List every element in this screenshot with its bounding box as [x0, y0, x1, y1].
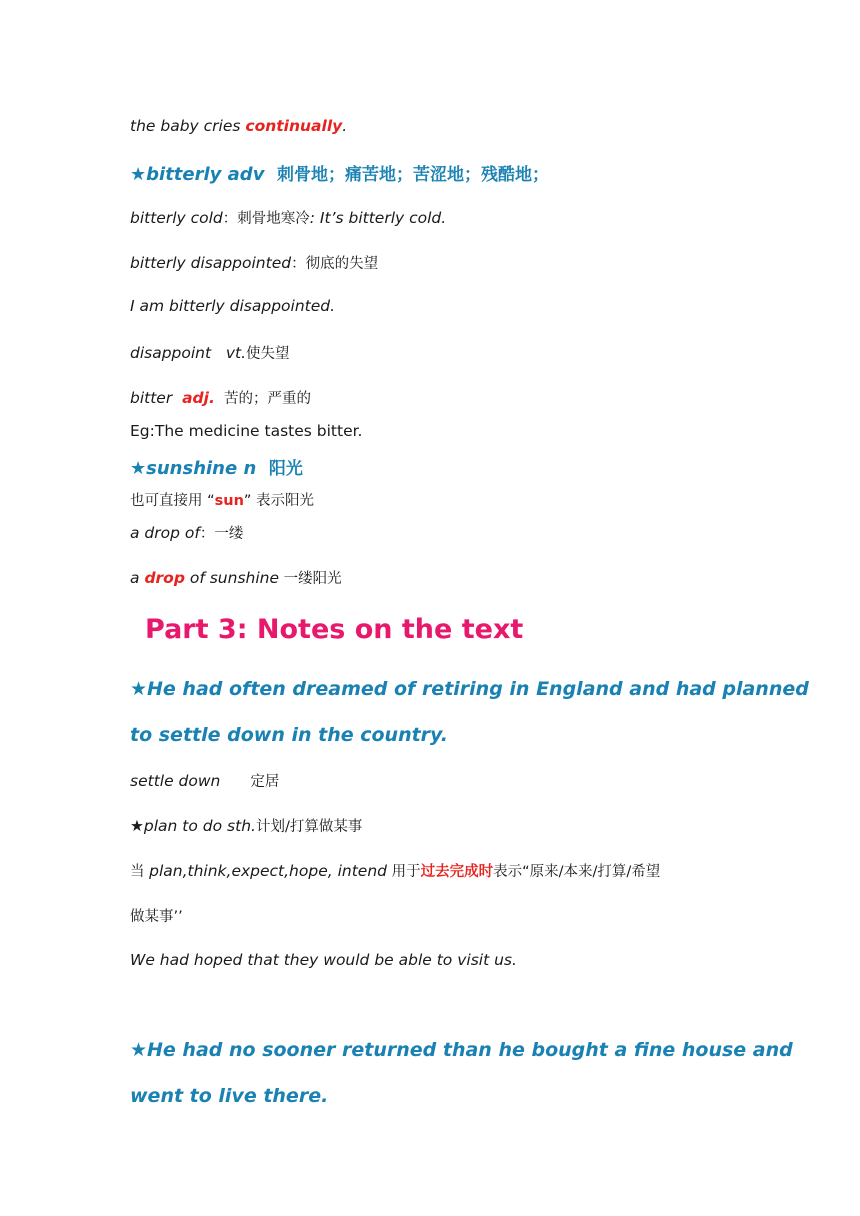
star-icon: ★: [130, 817, 144, 835]
highlight-word: drop: [144, 569, 185, 587]
key-sentence-1-line2: to settle down in the country.: [130, 724, 448, 746]
part-of-speech: adj.: [182, 389, 215, 407]
word-cn: 苦的；严重的: [214, 391, 312, 407]
phrase-cn: 定居: [250, 774, 280, 790]
highlight-tense: 过去完成时: [420, 864, 494, 880]
phrase-example: : It’s bitterly cold.: [309, 209, 447, 227]
phrase-en-rest: of sunshine: [184, 569, 280, 587]
sentence-end: .: [342, 117, 348, 135]
example-sentence-continually: [130, 117, 347, 135]
sentence-text: I am bitterly disappointed.: [130, 297, 336, 315]
example-disappointed: [130, 297, 335, 315]
sentence-text: the baby cries: [130, 117, 246, 135]
grammar-note: [130, 860, 660, 881]
phrase-a-drop-of: [130, 522, 243, 543]
word-bitter: [130, 387, 311, 408]
vocab-heading-bitterly: [130, 160, 549, 185]
note-sun: [130, 489, 314, 510]
key-sentence-2-line2: went to live there.: [130, 1085, 329, 1107]
phrase-plan-to-do: [130, 815, 362, 836]
vocab-meaning: 刺骨地；痛苦地；苦涩地；残酷地；: [276, 165, 549, 185]
vocab-word: sunshine n: [146, 458, 263, 479]
highlight-word: sun: [214, 493, 244, 509]
star-icon: ★: [130, 458, 147, 479]
phrase-cn: ：刺骨地寒冷: [222, 211, 310, 227]
phrase-en: plan to do sth.: [143, 817, 256, 835]
note-text: 表示“原来/本来/打算/希望: [493, 864, 661, 880]
vocab-word: bitterly adv: [146, 164, 265, 185]
vocab-meaning: 阳光: [268, 459, 303, 479]
phrase-en: settle down: [130, 772, 221, 790]
phrase-bitterly-disappointed: [130, 252, 378, 273]
verb-list: plan,think,expect,hope, intend: [149, 862, 387, 880]
phrase-cn: 计划/打算做某事: [255, 819, 363, 835]
word-cn: 使失望: [246, 346, 290, 362]
word-en: bitter: [130, 389, 183, 407]
phrase-cn: ：一缕: [199, 526, 244, 542]
phrase-settle-down: [130, 770, 279, 791]
vocab-heading-sunshine: [130, 454, 303, 479]
phrase-en: a: [130, 569, 145, 587]
highlight-word: continually: [245, 117, 343, 135]
phrase-en: bitterly cold: [130, 209, 223, 227]
word-disappoint: [130, 342, 290, 363]
sentence-text: Eg:The medicine tastes bitter.: [130, 422, 363, 440]
phrase-cn: 一缕阳光: [279, 571, 342, 587]
grammar-note-cont: 做某事’’: [130, 909, 183, 925]
section-title: Part 3: Notes on the text: [145, 614, 524, 645]
note-text: 用于: [387, 864, 421, 880]
example-bitter: [130, 422, 363, 440]
phrase-bitterly-cold: [130, 207, 446, 228]
phrase-en: a drop of: [130, 524, 200, 542]
note-text-end: ” 表示阳光: [243, 493, 315, 509]
example-hoped: We had hoped that they would be able to visit us.: [130, 951, 517, 969]
phrase-drop-of-sunshine: [130, 567, 342, 588]
phrase-en: bitterly disappointed: [130, 254, 292, 272]
key-sentence-2-line1: ★He had no sooner returned than he bought a fine house and: [130, 1039, 793, 1061]
star-icon: ★: [130, 164, 147, 185]
note-text: 当: [130, 864, 150, 880]
phrase-cn: ：彻底的失望: [291, 256, 379, 272]
note-text: 也可直接用 “: [130, 493, 215, 509]
word-en: disappoint vt.: [130, 344, 247, 362]
key-sentence-1-line1: ★He had often dreamed of retiring in England and had planned: [130, 678, 809, 700]
